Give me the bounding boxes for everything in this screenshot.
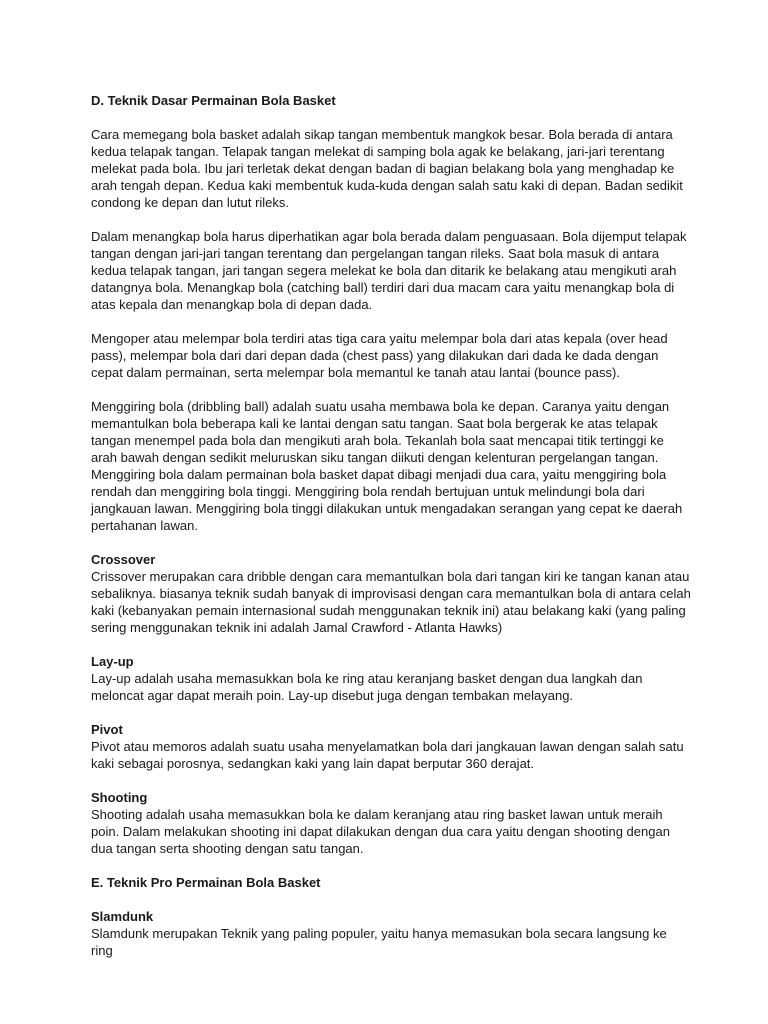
paragraph-holding-ball: Cara memegang bola basket adalah sikap tangan membentuk mangkok besar. Bola berada di antara kedua telapak tangan. Telapak tangan melekat di samping bola agak ke belakang, jari-jari terentang melekat pada bola. Ibu jari terletak dekat dengan badan di bagian belakang bola yang menghadap ke arah tengah depan. Kedua kaki membentuk kuda-kuda dengan salah satu kaki di depan. Badan sedikit condong ke depan dan lutut rileks. — [91, 127, 683, 210]
pivot-text: Pivot atau memoros adalah suatu usaha menyelamatkan bola dari jangkauan lawan dengan salah satu kaki sebagai porosnya, sedangkan kaki yang lain dapat berputar 360 derajat. — [91, 739, 684, 771]
slamdunk-text: Slamdunk merupakan Teknik yang paling populer, yaitu hanya memasukan bola secara langsung ke ring — [91, 926, 667, 958]
paragraph-dribbling-ball: Menggiring bola (dribbling ball) adalah suatu usaha membawa bola ke depan. Caranya yaitu dengan memantulkan bola beberapa kali ke lantai dengan satu tangan. Saat bola bergerak ke atas telapak tangan menempel pada bola dan mengikuti arah bola. Tekanlah bola saat mencapai titik tertinggi ke arah bawah dengan sedikit meluruskan siku tangan diikuti dengan kelenturan pergelangan tangan. Menggiring bola dalam permainan bola basket dapat dibagi menjadi dua cara, yaitu menggiring bola rendah dan menggiring bola tinggi. Menggiring bola rendah bertujuan untuk melindungi bola dari jangkauan lawan. Menggiring bola tinggi dilakukan untuk mengadakan serangan yang cepat ke daerah pertahanan lawan. — [91, 399, 683, 533]
paragraph-catching-ball: Dalam menangkap bola harus diperhatikan agar bola berada dalam penguasaan. Bola dijemput telapak tangan dengan jari-jari tangan terentang dan pergelangan tangan rileks. Saat bola masuk di antara kedua telapak tangan, jari tangan segera melekat ke bola dan ditarik ke belakang atau mengikuti arah datangnya bola. Menangkap bola (catching ball) terdiri dari dua macam cara yaitu menangkap bola di atas kepala dan menangkap bola di depan dada. — [91, 229, 687, 312]
shooting-title: Shooting — [91, 790, 148, 805]
paragraph-passing-ball: Mengoper atau melempar bola terdiri atas tiga cara yaitu melempar bola dari atas kepala (over head pass), melempar bola dari dari depan dada (chest pass) yang dilakukan dari dada ke dada dengan cepat dalam permainan, serta melempar bola memantul ke tanah atau lantai (bounce pass). — [91, 331, 668, 380]
pivot-title: Pivot — [91, 722, 123, 737]
section-e-title: E. Teknik Pro Permainan Bola Basket — [91, 875, 321, 890]
crossover-text: Crissover merupakan cara dribble dengan cara memantulkan bola dari tangan kiri ke tangan kanan atau sebaliknya. biasanya teknik sudah banyak di improvisasi dengan cara memantulkan bola di antara celah kaki (kebanyakan pemain internasional sudah menggunakan teknik ini) atau belakang kaki (yang paling sering menggunakan teknik ini adalah Jamal Crawford - Atlanta Hawks) — [91, 569, 691, 635]
layup-title: Lay-up — [91, 654, 134, 669]
shooting-text: Shooting adalah usaha memasukkan bola ke dalam keranjang atau ring basket lawan untuk meraih poin. Dalam melakukan shooting ini dapat dilakukan dengan dua cara yaitu dengan shooting dengan dua tangan serta shooting dengan satu tangan. — [91, 807, 670, 856]
document-body — [91, 92, 691, 976]
layup-text: Lay-up adalah usaha memasukkan bola ke ring atau keranjang basket dengan dua langkah dan meloncat agar dapat meraih poin. Lay-up disebut juga dengan tembakan melayang. — [91, 671, 643, 703]
crossover-title: Crossover — [91, 552, 156, 567]
section-d-title: D. Teknik Dasar Permainan Bola Basket — [91, 93, 336, 108]
slamdunk-title: Slamdunk — [91, 909, 154, 924]
